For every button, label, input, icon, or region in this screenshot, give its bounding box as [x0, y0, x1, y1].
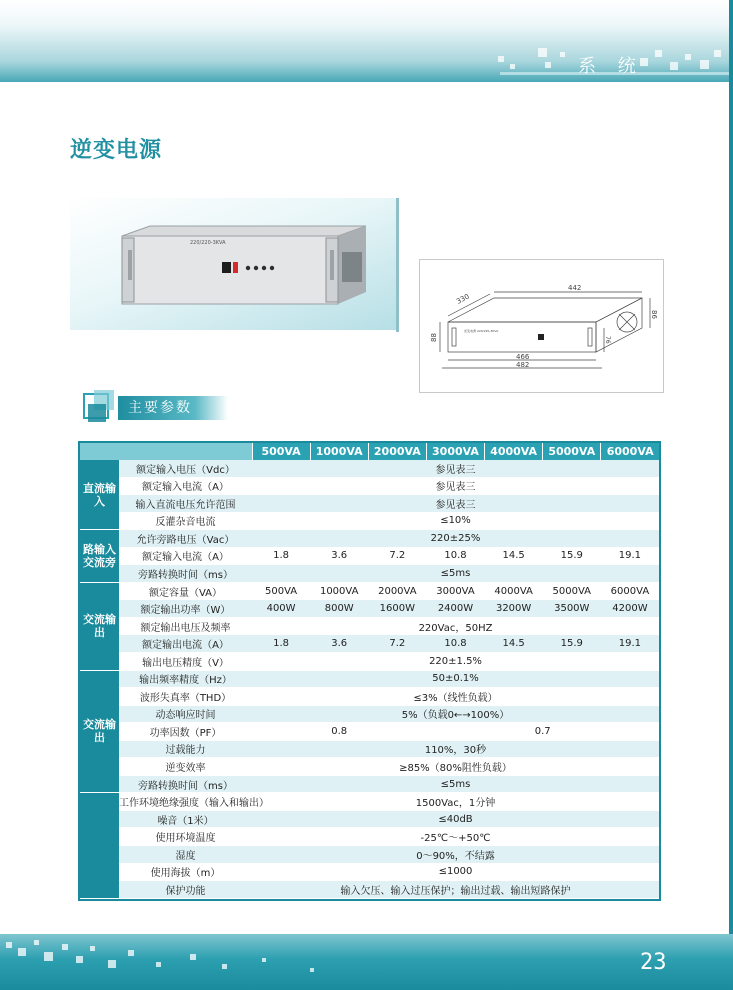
panel-label: 220/220-3KVA: [190, 240, 226, 246]
cell-value: 1.8: [252, 547, 310, 565]
product-photo: [70, 198, 398, 330]
cell-value: 3000VA: [426, 582, 484, 600]
cell-value: 参见表三: [252, 495, 659, 513]
table-header-row: [80, 443, 659, 460]
cell-value: 500VA: [252, 582, 310, 600]
dim-width-bottom: 482: [516, 361, 530, 369]
group-label: 交流输出: [80, 670, 119, 793]
row-label: 湿度: [119, 845, 252, 863]
cell-value: 5%（负载0←→100%）: [252, 705, 659, 723]
cell-value: ≤5ms: [252, 775, 659, 793]
row-label: 额定输入电压（Vdc）: [119, 460, 252, 477]
cell-value: 5000VA: [543, 582, 601, 600]
table-row: [80, 863, 659, 881]
row-label: 旁路转换时间（ms）: [119, 775, 252, 793]
params-heading: 主要参数: [118, 396, 228, 420]
cell-value: 3.6: [310, 547, 368, 565]
table-row: [80, 652, 659, 670]
cell-value: 2000VA: [368, 582, 426, 600]
cell-value: 10.8: [426, 635, 484, 653]
column-header: 5000VA: [543, 443, 601, 460]
page-number: 23: [640, 950, 667, 975]
cell-value: 14.5: [485, 635, 543, 653]
table-row: [80, 670, 659, 688]
cell-value: 19.1: [601, 635, 659, 653]
cell-value: 15.9: [543, 547, 601, 565]
row-label: 旁路转换时间（ms）: [119, 565, 252, 583]
table-row: [80, 617, 659, 635]
cell-value: 1600W: [368, 600, 426, 618]
cell-value: ≤1000: [252, 863, 659, 881]
cell-value: 10.8: [426, 547, 484, 565]
dim-height-right: 86: [650, 310, 658, 319]
table-row: [80, 881, 659, 899]
inverter-illustration: [70, 198, 398, 330]
cell-value: 3500W: [543, 600, 601, 618]
row-label: 额定输出电压及频率: [119, 617, 252, 635]
column-header: 1000VA: [310, 443, 368, 460]
column-header: 2000VA: [368, 443, 426, 460]
cell-value: 220±1.5%: [252, 652, 659, 670]
group-label: 路输入交流旁: [80, 530, 119, 583]
table-row: [80, 547, 659, 565]
dimension-drawing-svg: [420, 260, 663, 392]
row-label: 使用海拔（m）: [119, 863, 252, 881]
cell-value: 50±0.1%: [252, 670, 659, 688]
dim-side: 76: [604, 336, 611, 344]
group-label: 交流输出: [80, 582, 119, 670]
row-label: 逆变效率: [119, 758, 252, 776]
table-row: [80, 705, 659, 723]
cell-value: 4000VA: [485, 582, 543, 600]
table-row: [80, 793, 659, 811]
photo-shadow: [396, 198, 399, 332]
row-label: 工作环境绝缘强度（输入和输出）: [119, 793, 252, 811]
drawing-panel-text: 逆变电源 220/220-3KVA: [464, 329, 499, 333]
cell-value: 220±25%: [252, 530, 659, 548]
cell-value: 7.2: [368, 635, 426, 653]
group-label: 直流输入: [80, 460, 119, 530]
table-row: [80, 758, 659, 776]
footer-band: [0, 934, 733, 990]
page-edge: [729, 0, 733, 990]
cell-value: ≤3%（线性负载）: [252, 688, 659, 706]
table-row: [80, 828, 659, 846]
cell-value: 1000VA: [310, 582, 368, 600]
row-label: 波形失真率（THD）: [119, 688, 252, 706]
table-row: [80, 635, 659, 653]
column-header: 3000VA: [426, 443, 484, 460]
column-header: 500VA: [252, 443, 310, 460]
column-header: 4000VA: [485, 443, 543, 460]
cell-value: 0～90%，不结露: [252, 845, 659, 863]
table-row: [80, 477, 659, 495]
cell-value: 3200W: [485, 600, 543, 618]
table-row: [80, 775, 659, 793]
header-blank: [80, 443, 252, 460]
row-label: 过载能力: [119, 740, 252, 758]
table-row: [80, 582, 659, 600]
cell-value: 7.2: [368, 547, 426, 565]
cell-value: 400W: [252, 600, 310, 618]
cell-value: 110%，30秒: [252, 740, 659, 758]
row-label: 噪音（1米）: [119, 810, 252, 828]
cell-value: ≤10%: [252, 512, 659, 530]
page-title: 逆变电源: [70, 138, 163, 163]
dim-width-mid: 466: [516, 353, 530, 361]
table-row: [80, 723, 659, 741]
cell-value: 0.7: [426, 723, 659, 741]
row-label: 额定容量（VA）: [119, 582, 252, 600]
cell-value: ≤40dB: [252, 810, 659, 828]
row-label: 使用环境温度: [119, 828, 252, 846]
dim-height-left: 88: [430, 333, 438, 342]
cell-value: -25℃～+50℃: [252, 828, 659, 846]
dim-width-top: 442: [568, 284, 582, 292]
table-row: [80, 495, 659, 513]
cell-value: ≥85%（80%阻性负载）: [252, 758, 659, 776]
params-table: [78, 441, 661, 901]
table-row: [80, 740, 659, 758]
cell-value: 1.8: [252, 635, 310, 653]
table-row: [80, 688, 659, 706]
cell-value: 1500Vac，1分钟: [252, 793, 659, 811]
group-label: [80, 793, 119, 899]
cell-value: 19.1: [601, 547, 659, 565]
cell-value: 6000VA: [601, 582, 659, 600]
row-label: 反灌杂音电流: [119, 512, 252, 530]
row-label: 输出频率精度（Hz）: [119, 670, 252, 688]
table-row: [80, 512, 659, 530]
row-label: 额定输入电流（A）: [119, 547, 252, 565]
row-label: 功率因数（PF）: [119, 723, 252, 741]
table-body: [80, 460, 659, 899]
spec-table-grid: [80, 443, 659, 899]
cell-value: 15.9: [543, 635, 601, 653]
cell-value: 输入欠压、输入过压保护；输出过载、输出短路保护: [252, 881, 659, 899]
column-header: 6000VA: [601, 443, 659, 460]
cell-value: ≤5ms: [252, 565, 659, 583]
section-title: 系 统: [578, 56, 644, 77]
row-label: 输出电压精度（V）: [119, 652, 252, 670]
dim-depth: 330: [455, 292, 471, 306]
cell-value: 3.6: [310, 635, 368, 653]
cell-value: 0.8: [252, 723, 426, 741]
row-label: 保护功能: [119, 881, 252, 899]
cell-value: 14.5: [485, 547, 543, 565]
row-label: 输入直流电压允许范围: [119, 495, 252, 513]
dimension-drawing: [419, 259, 664, 393]
row-label: 额定输出功率（W）: [119, 600, 252, 618]
cell-value: 参见表三: [252, 460, 659, 477]
row-label: 额定输入电流（A）: [119, 477, 252, 495]
table-row: [80, 565, 659, 583]
cell-value: 4200W: [601, 600, 659, 618]
row-label: 动态响应时间: [119, 705, 252, 723]
table-row: [80, 845, 659, 863]
row-label: 额定输出电流（A）: [119, 635, 252, 653]
table-row: [80, 600, 659, 618]
table-row: [80, 810, 659, 828]
row-label: 允许旁路电压（Vac）: [119, 530, 252, 548]
cell-value: 2400W: [426, 600, 484, 618]
cell-value: 220Vac，50HZ: [252, 617, 659, 635]
table-row: [80, 460, 659, 477]
cell-value: 800W: [310, 600, 368, 618]
cell-value: 参见表三: [252, 477, 659, 495]
table-row: [80, 530, 659, 548]
